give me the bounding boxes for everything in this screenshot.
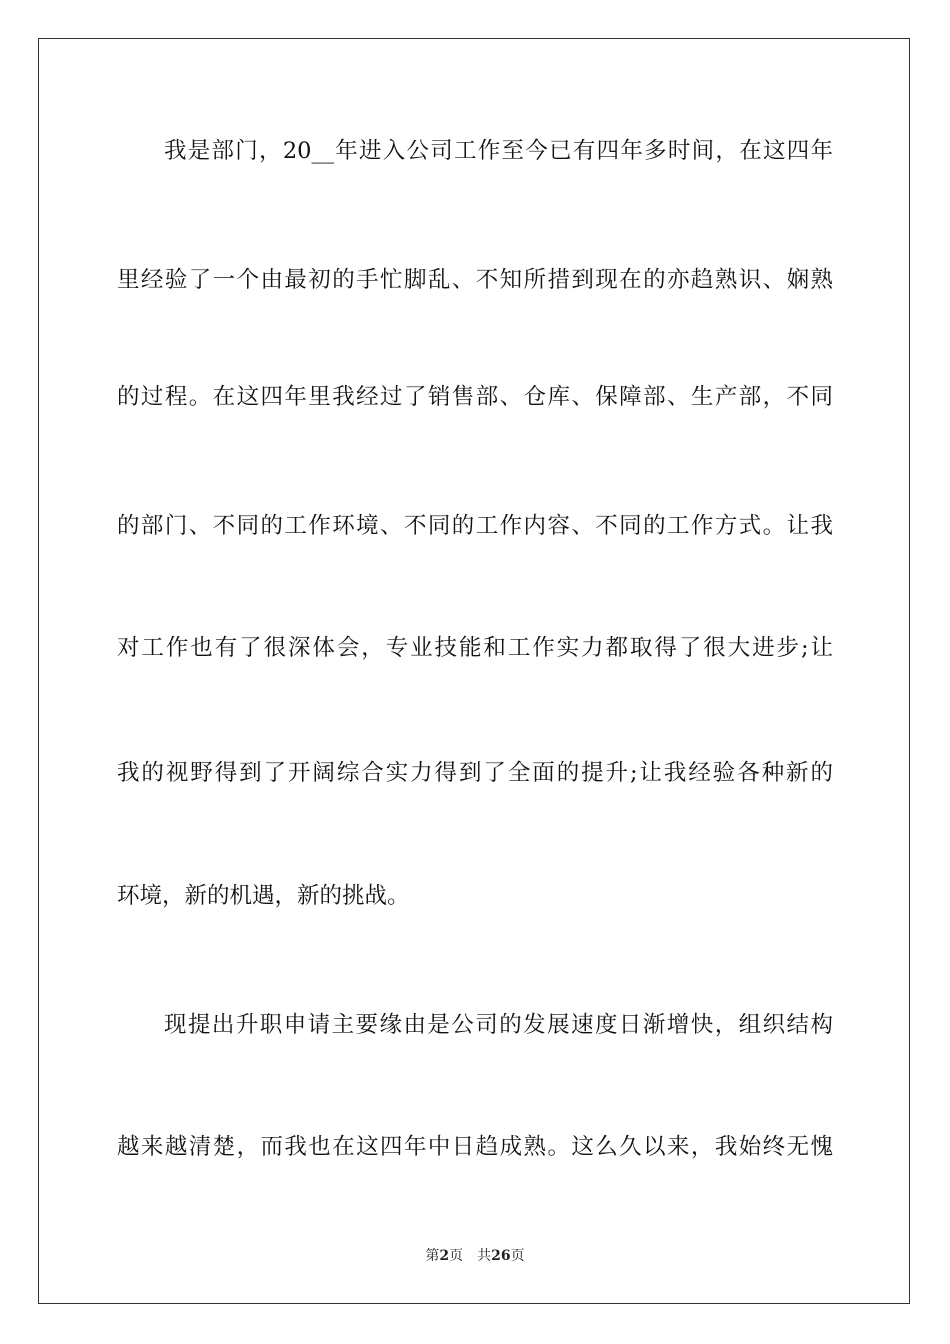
page-prefix: 第: [425, 1248, 440, 1264]
total-prefix: 共: [477, 1248, 492, 1264]
paragraph-1-line-2: 里经验了一个由最初的手忙脚乱、不知所措到现在的亦趋熟识、娴熟: [117, 267, 833, 293]
paragraph-1-line-6: 我的视野得到了开阔综合实力得到了全面的提升;让我经验各种新的: [117, 760, 833, 786]
paragraph-1-line-5: 对工作也有了很深体会，专业技能和工作实力都取得了很大进步;让: [117, 635, 833, 661]
current-page-number: 2: [439, 1248, 450, 1264]
total-unit: 页: [510, 1248, 525, 1264]
page-footer: [0, 1246, 950, 1266]
paragraph-1-line-3: 的过程。在这四年里我经过了销售部、仓库、保障部、生产部，不同: [117, 384, 833, 410]
paragraph-1-line-7: 环境，新的机遇，新的挑战。: [117, 883, 410, 909]
total-page-count: 26: [491, 1248, 511, 1264]
paragraph-1-line-1: 我是部门，20__年进入公司工作至今已有四年多时间，在这四年: [164, 138, 833, 164]
paragraph-2-line-2: 越来越清楚，而我也在这四年中日趋成熟。这么久以来，我始终无愧: [117, 1134, 833, 1160]
page-border: [38, 38, 910, 1304]
paragraph-1-line-4: 的部门、不同的工作环境、不同的工作内容、不同的工作方式。让我: [117, 513, 833, 539]
paragraph-2-line-1: 现提出升职申请主要缘由是公司的发展速度日渐增快，组织结构: [164, 1012, 833, 1038]
page-unit: 页: [449, 1248, 464, 1264]
